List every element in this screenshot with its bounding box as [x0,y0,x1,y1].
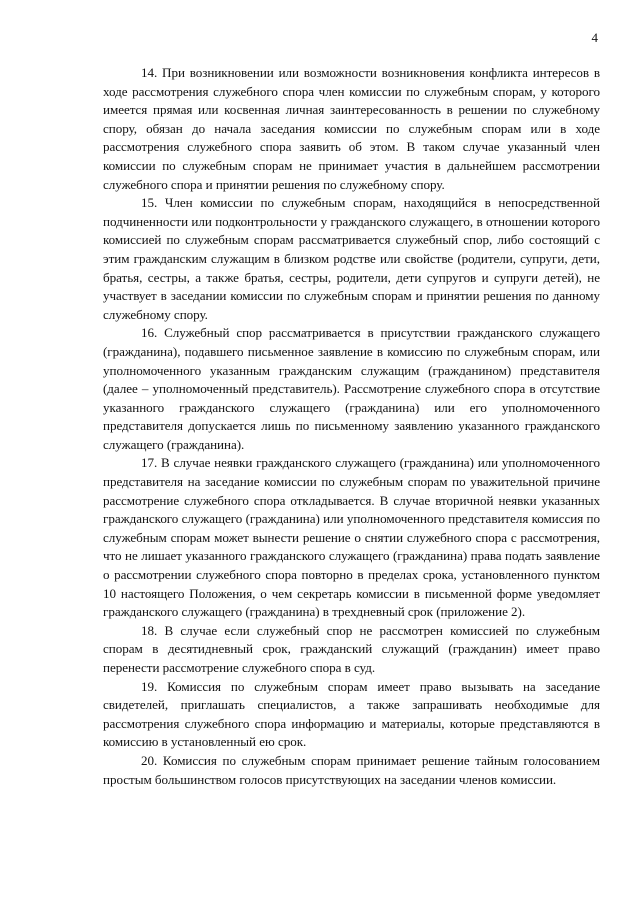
paragraph-19: 19. Комиссия по служебным спорам имеет право вызывать на заседание свидетелей, приглашать специалистов, а также запрашивать необходимые для рассмотрения служебного спора информацию и материалы, которые представляются в комиссию в установленный ею срок. [103,678,600,750]
paragraph-14: 14. При возникновении или возможности возникновения конфликта интересов в ходе рассмотрения служебного спора член комиссии по служебным спорам, у которого имеется прямая или косвенная личная заинтересованность в решении по служебному спору, обязан до начала заседания комиссии по служебным спорам или в ходе рассмотрения служебного спора заявить об этом. В таком случае указанный член комиссии по служебным спорам не принимает участия в дальнейшем рассмотрении служебного спора и принятии решения по служебному спору. [103,65,600,192]
page-number: 4 [591,30,598,45]
paragraph-20: 20. Комиссия по служебным спорам принимает решение тайным голосованием простым большинством голосов присутствующих на заседании членов комиссии. [103,752,600,787]
paragraph-16: 16. Служебный спор рассматривается в присутствии гражданского служащего (гражданина), подавшего письменное заявление в комиссию по служебным спорам, или уполномоченного указанным гражданским служащим (гражданином) представителя (далее – уполномоченный представитель). Рассмотрение служебного спора в отсутствие указанного гражданского служащего (гражданина) или его уполномоченного представителя допускается лишь по письменному заявлению указанного гражданского служащего (гражданина). [103,325,600,452]
paragraph-15: 15. Член комиссии по служебным спорам, находящийся в непосредственной подчиненности или подконтрольности у гражданского служащего, в отношении которого комиссией по служебным спорам рассматривается служебный спор, либо состоящий с этим гражданским служащим в близком родстве или свойстве (родители, супруги, дети, братья, сестры, а также братья, сестры, родители, дети супругов и супруги детей), не участвует в заседании комиссии по служебным спорам и принятии решения по данному служебному спору. [103,195,600,322]
paragraph-17: 17. В случае неявки гражданского служащего (гражданина) или уполномоченного представителя на заседание комиссии по служебным спорам по уважительной причине рассмотрение служебного спора откладывается. В случае вторичной неявки указанных гражданского служащего (гражданина) или уполномоченного представителя комиссия по служебным спорам может вынести решение о снятии служебного спора с рассмотрения, что не лишает указанного гражданского служащего (гражданина) права подать заявление о рассмотрении служебного спора повторно в пределах срока, установленного пунктом 10 настоящего Положения, о чем секретарь комиссии в письменной форме уведомляет гражданского служащего (гражданина) в трехдневный срок (приложение 2). [103,455,600,620]
document-body [103,64,600,789]
paragraph-18: 18. В случае если служебный спор не рассмотрен комиссией по служебным спорам в десятидневный срок, гражданский служащий (гражданин) имеет право перенести рассмотрение служебного спора в суд. [103,622,600,675]
